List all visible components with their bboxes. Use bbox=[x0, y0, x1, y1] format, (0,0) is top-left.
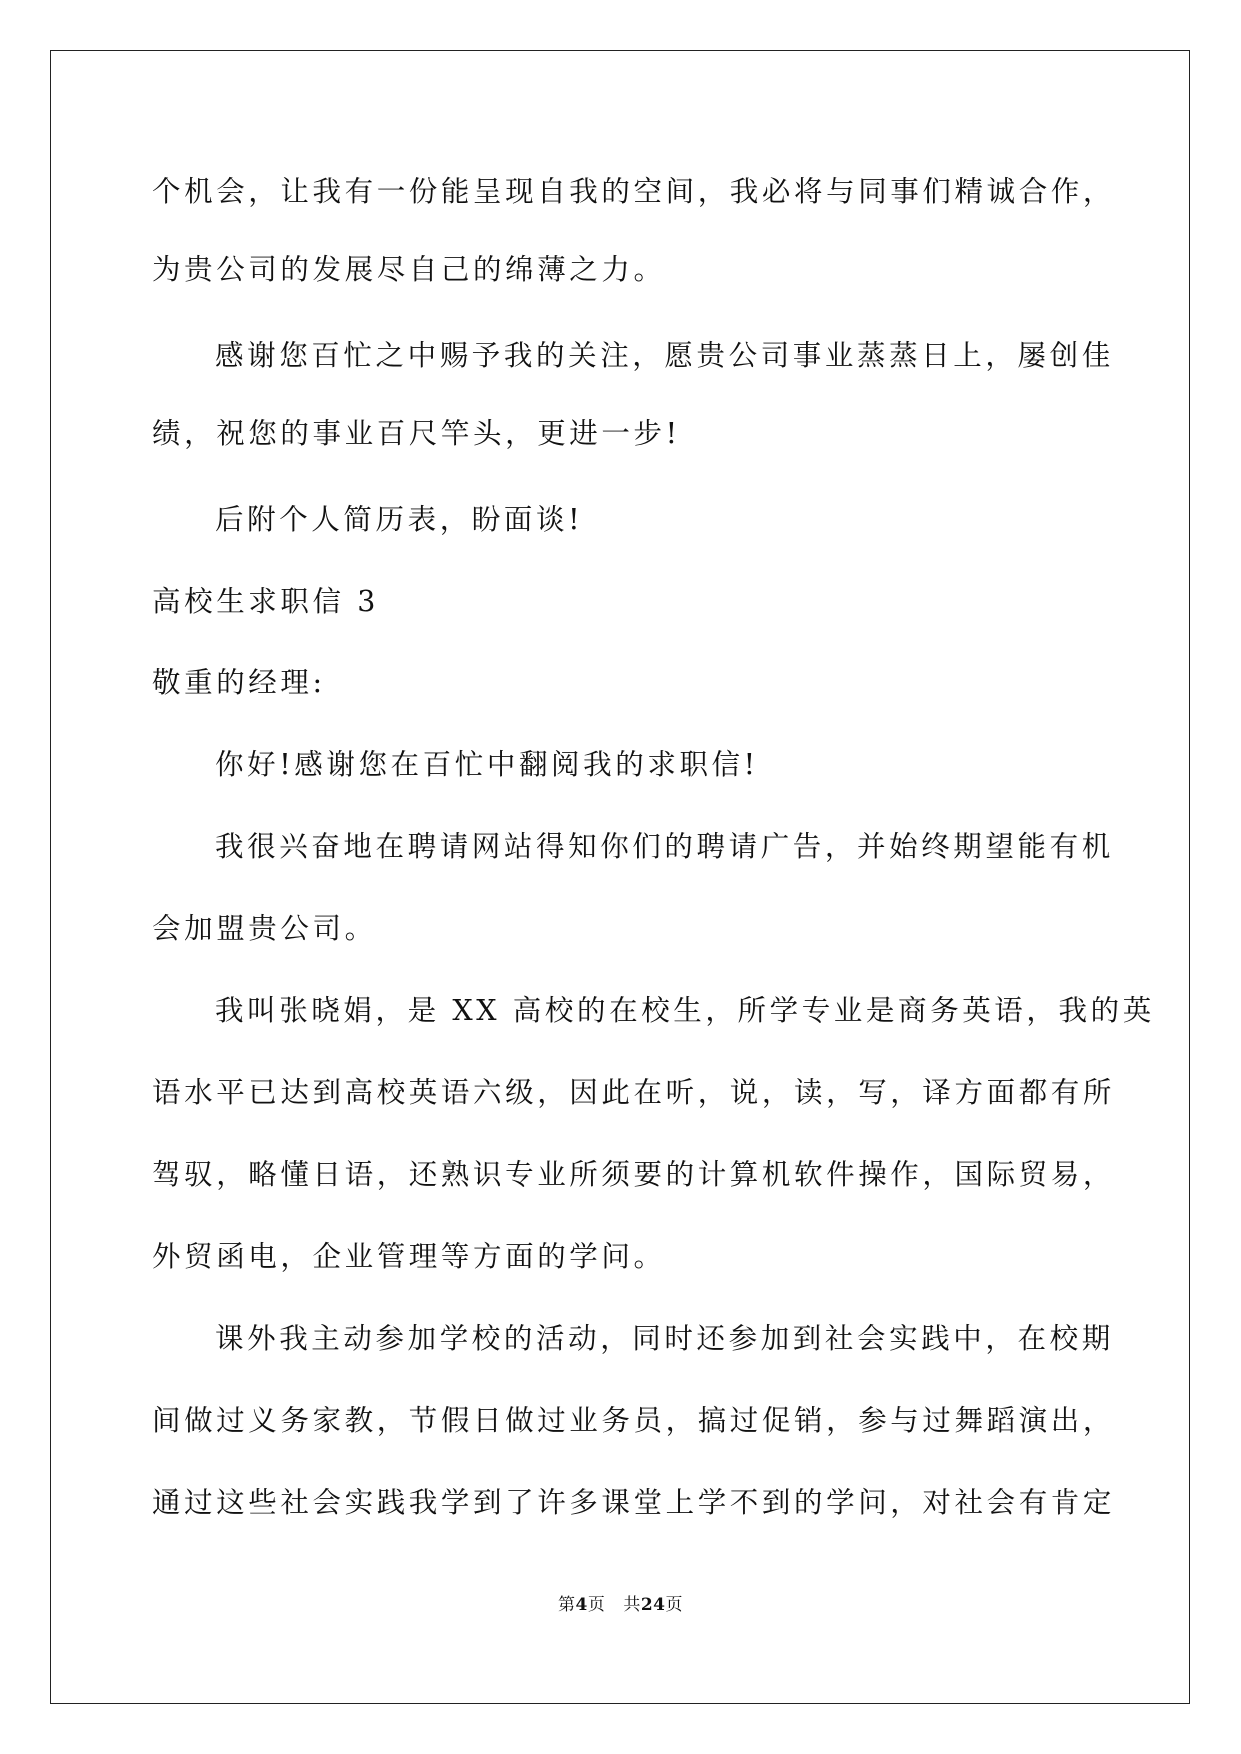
page-footer bbox=[0, 1594, 1241, 1616]
salutation: 敬重的经理: bbox=[152, 666, 326, 699]
text-line-11: 我叫张晓娟，是 XX 高校的在校生，所学专业是商务英语，我的英 bbox=[215, 994, 1155, 1027]
page-prefix: 第 bbox=[557, 1595, 576, 1615]
text-line-13: 驾驭，略懂日语，还熟识专业所须要的计算机软件操作，国际贸易， bbox=[152, 1158, 1116, 1191]
text-line-14: 外贸函电，企业管理等方面的学问。 bbox=[152, 1240, 666, 1273]
text-line-5: 后附个人简历表，盼面谈! bbox=[215, 503, 584, 536]
text-line-8: 你好!感谢您在百忙中翻阅我的求职信! bbox=[215, 748, 759, 781]
text-line-16: 间做过义务家教，节假日做过业务员，搞过促销，参与过舞蹈演出， bbox=[152, 1404, 1116, 1437]
section-title: 高校生求职信 3 bbox=[152, 585, 379, 618]
text-line-3: 感谢您百忙之中赐予我的关注，愿贵公司事业蒸蒸日上，屡创佳 bbox=[215, 339, 1114, 372]
text-line-9: 我很兴奋地在聘请网站得知你们的聘请广告，并始终期望能有机 bbox=[215, 830, 1114, 863]
text-line-17: 通过这些社会实践我学到了许多课堂上学不到的学问，对社会有肯定 bbox=[152, 1486, 1116, 1519]
text-line-10: 会加盟贵公司。 bbox=[152, 912, 377, 945]
text-line-4: 绩，祝您的事业百尺竿头，更进一步! bbox=[152, 417, 681, 450]
text-line-15: 课外我主动参加学校的活动，同时还参加到社会实践中，在校期 bbox=[215, 1322, 1114, 1355]
page-number: 4 bbox=[575, 1595, 588, 1615]
total-suffix: 页 bbox=[665, 1595, 683, 1615]
text-line-2: 为贵公司的发展尽自己的绵薄之力。 bbox=[152, 253, 666, 286]
text-line-1: 个机会，让我有一份能呈现自我的空间，我必将与同事们精诚合作， bbox=[152, 175, 1116, 208]
total-prefix: 共 bbox=[623, 1595, 641, 1615]
total-pages: 24 bbox=[640, 1595, 666, 1615]
text-line-12: 语水平已达到高校英语六级，因此在听，说，读，写，译方面都有所 bbox=[152, 1076, 1116, 1109]
page-border bbox=[50, 50, 1190, 1704]
page-suffix: 页 bbox=[587, 1595, 606, 1615]
